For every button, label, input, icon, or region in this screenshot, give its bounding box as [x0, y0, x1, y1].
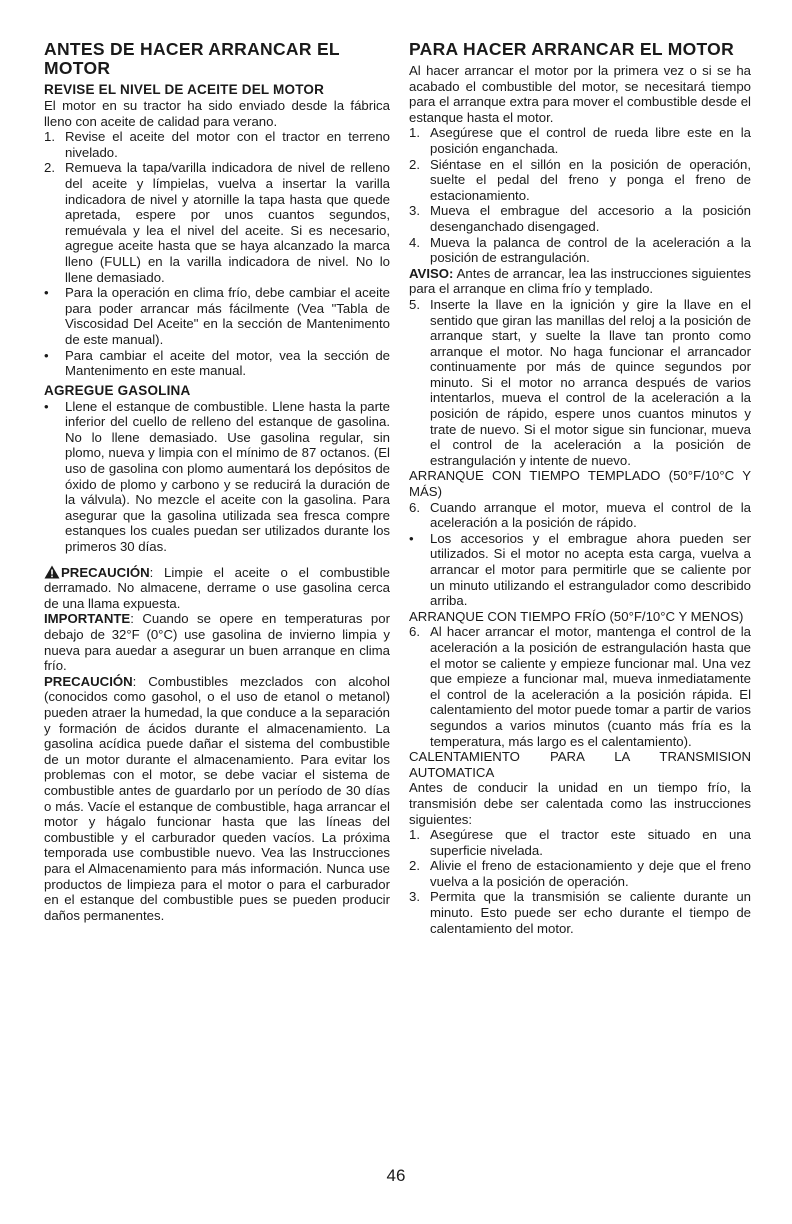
list-item: 4. Mueva la palanca de control de la aceleración a la posición de estrangulación.	[409, 234, 751, 266]
notice-paragraph: AVISO: Antes de arrancar, lea las instrucciones siguientes para el arranque en clima frío y templado.	[409, 265, 751, 297]
left-column	[44, 40, 390, 923]
list-item: 1. Asegúrese que el control de rueda libre este en la posición enganchada.	[409, 125, 751, 156]
caution-label: PRECAUCIÓN	[44, 673, 133, 689]
oil-intro: El motor en su tractor ha sido enviado desde la fábrica lleno con aceite de calidad para verano.	[44, 98, 390, 129]
list-item: • Para cambiar el aceite del motor, vea la sección de Mantenimento en este manual.	[44, 347, 390, 379]
list-item: 1. Revise el aceite del motor con el tractor en terreno nivelado.	[44, 129, 390, 160]
important-winter-fuel: IMPORTANTE: Cuando se opere en temperaturas por debajo de 32°F (0°C) use gasolina de invierno limpia y nueva para auedar a asegurar un buen arranque en clima frío.	[44, 611, 390, 674]
caution-alcohol-fuel: PRECAUCIÓN: Combustibles mezclados con alcohol (conocidos como gasohol, o el uso de etanol o metanol) pueden atraer la humedad, la que conduce a la separación y formación de ácidos durante el almacenamiento. La gasolina acídica puede dañar el sistema del combustible de un motor durante el almacenamiento. Para evitar los problemas con el motor, se debe vaciar el sistema de combustible antes de guardarlo por un período de 30 días o más. Vacíe el estanque de combustible, haga arrancar el motor y hágalo funcionar hasta que las líneas del combustible y el carburador queden vacíos. La próxima temporada use combustible nuevo. Vea las Instrucciones para el Almacenamiento para más información. Nunca use productos de limpieza para el motor o para el carburador en el estanque del combustible pues se pueden producir daños permanentes.	[44, 673, 390, 923]
page-number: 46	[386, 1166, 406, 1185]
start-intro: Al hacer arrancar el motor por la primera vez o si se ha acabado el combustible del motor, se necesitará tiempo para el arranque extra para mover el combustible desde el estanque hasta el motor.	[409, 63, 751, 125]
cold-steps	[409, 624, 751, 749]
heading-transmission-warmup: CALENTAMIENTO PARA LA TRANSMISION AUTOMATICA	[409, 749, 751, 780]
heading-cold-weather: ARRANQUE CON TIEMPO FRÍO (50°F/10°C Y MENOS)	[409, 608, 744, 624]
list-item: 3. Permita que la transmisión se caliente durante un minuto. Esto puede ser echo durante el tiempo de calentamiento del motor.	[409, 889, 751, 936]
transmission-intro: Antes de conducir la unidad en un tiempo frío, la transmisión debe ser calentada como las instrucciones siguientes:	[409, 780, 751, 827]
list-item: 2. Siéntase en el sillón en la posición de operación, suelte el pedal del freno y ponga el freno de estacionamiento.	[409, 156, 751, 203]
oil-bullets	[44, 285, 390, 379]
list-item: • Para la operación en clima frío, debe cambiar el aceite para poder arrancar más fácilmente (Vea "Tabla de Viscosidad Del Aceite" en la sección de Mantenimento de este manual).	[44, 285, 390, 347]
warning-triangle-icon	[44, 565, 60, 579]
caution-label: PRECAUCIÓN	[61, 564, 150, 580]
transmission-steps	[409, 827, 751, 936]
heading-check-oil: REVISE EL NIVEL DE ACEITE DEL MOTOR	[44, 82, 325, 97]
start-steps-continued	[409, 297, 751, 469]
fuel-bullets	[44, 399, 390, 555]
start-steps	[409, 125, 751, 265]
heading-add-fuel: AGREGUE GASOLINA	[44, 382, 191, 398]
list-item: 6. Al hacer arrancar el motor, mantenga el control de la aceleración a la posición de estrangulación hasta que el motor se caliente y empieze funcionar mal. Una vez que empieze a funcionar mal, mueva inmediatamente el control de la aceleración a la posición rápida. El calentamiento del motor puede tomar a partir de varios segundos a varios minutos (cuanto más fría es la temperatura, más largo es el calentamiento).	[409, 624, 751, 749]
right-column	[409, 40, 751, 936]
caution-spill: PRECAUCIÓN: Limpie el aceite o el combustible derramado. No almacene, derrame o use gasolina cerca de una llama expuesta.	[44, 564, 390, 611]
section-title-starting-engine: PARA HACER ARRANCAR EL MOTOR	[409, 39, 735, 59]
list-item: 5. Inserte la llave en la ignición y gire la llave en el sentido que giran las manillas del reloj a la posición de arranque start, y suelte la llave tan pronto como arranque el motor. No haga funcionar el arrancador continuamente por más de quince segundos por minuto. Si el motor no arranca después de varios intentarlos, mueva el control de la aceleración a la posición de rápido, espere unos cuantos minutos y trate de nuevo. Si el motor sigue sin funcionar, mueva el control de la aceleración a la posición de estrangulación y intente de nuevo.	[409, 296, 751, 468]
list-item: • Los accesorios y el embrague ahora pueden ser utilizados. Si el motor no acepta esta carga, vuelva a arrancar el motor para permitirle que se caliente por un minuto utilizando el estrangulador como describido arriba.	[409, 530, 751, 609]
list-item: 2. Alivie el freno de estacionamiento y deje que el freno vuelva a la posición de operación.	[409, 858, 751, 889]
list-item: • Llene el estanque de combustible. Llene hasta la parte inferior del cuello de relleno del estanque de gasolina. No lo llene demasiado. Use gasolina regular, sin plomo, nueva y limpia con el mínimo de 87 octanos. (El uso de gasolina con plomo aumentará los depósitos de óxido de plomo y carbono y se reducirá la duración de la válvula). No mezcle el aceite con la gasolina. Para asegurar que la gasolina utilizada sea fresca compre estanques los cuales puedan ser utilizados durante los primeros 30 días.	[44, 398, 390, 555]
list-item: 3. Mueva el embrague del accesorio a la posición desenganchado disengaged.	[409, 203, 751, 234]
list-item: 1. Asegúrese que el tractor este situado en una superficie nivelada.	[409, 827, 751, 858]
warm-steps	[409, 500, 751, 609]
important-label: IMPORTANTE	[44, 611, 131, 627]
section-title-before-start: ANTES DE HACER ARRANCAR EL MOTOR	[44, 39, 340, 78]
notice-label: AVISO:	[409, 265, 454, 281]
heading-warm-weather: ARRANQUE CON TIEMPO TEMPLADO (50°F/10°C Y MÁS)	[409, 468, 751, 500]
list-item: 2. Remueva la tapa/varilla indicadora de nivel de relleno del aceite y límpielas, vuelva a insertar la varilla indicadora de nivel y atornille la tapa hasta que quede apretada, espere por unos cuantos segundos, remuévala y lea el nivel del aceite. Si es necesario, agregue aceite hasta que se haya alcanzado la marca lleno (FULL) en la varilla indicadora de nivel. No lo llene demasiado.	[44, 160, 390, 285]
list-item: 6. Cuando arranque el motor, mueva el control de la aceleración a la posición de rápido.	[409, 499, 751, 531]
oil-steps	[44, 129, 390, 285]
